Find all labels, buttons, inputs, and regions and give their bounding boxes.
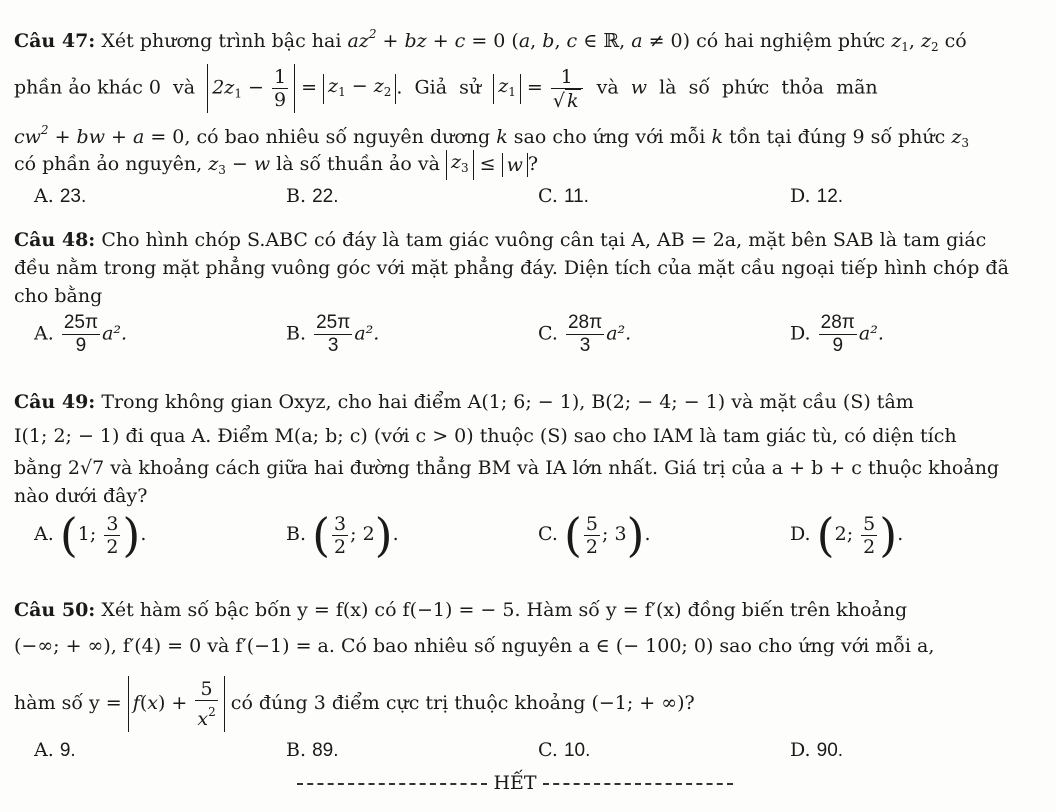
q48-line2: đều nằm trong mặt phẳng vuông góc với mặt phẳng đáy. Diện tích của mặt cầu ngoại tiếp hình chóp đã: [14, 257, 1009, 279]
q47-line4: có phần ảo nguyên, $z_3 - w$ là số thuần ảo và $z_3 \le w$ ?: [14, 150, 538, 182]
q49-line2: I(1; 2; − 1) đi qua A. Điểm M(a; b; c) (với c > 0) thuộc (S) sao cho IAM là tam giác tù, có diện tích: [14, 425, 957, 447]
q48-option-d[interactable]: D. $\frac{28\pi}{9}$ a².: [790, 312, 884, 356]
q50-option-a[interactable]: A. 9.: [34, 739, 76, 761]
q47-line3: $cw^2$ + bw + a = 0, có bao nhiêu số nguyên dương k sao cho ứng với mỗi k tồn tại đúng 9 số phức $z_3$: [14, 123, 969, 150]
q47-line2: phần ảo khác 0 và $2z_1$ − $\frac{1}{9}$ = $z_1 - z_2$ . Giả sử $z_1$ = $\frac{1}{√ k}$ và w là số phức thỏa mãn: [14, 65, 878, 112]
q49-line3: bằng 2√7 và khoảng cách giữa hai đường thẳng BM và IA lớn nhất. Giá trị của a + b + c thuộc khoảng: [14, 457, 1000, 479]
q48-line1: Câu 48: Cho hình chóp S.ABC có đáy là tam giác vuông cân tại A, AB = 2a, mặt bên SAB là tam giác: [14, 229, 987, 251]
q48-option-a[interactable]: A. $\frac{25\pi}{9}$ a².: [34, 312, 128, 356]
q48-label: Câu 48:: [14, 229, 96, 251]
q50-option-d[interactable]: D. 90.: [790, 739, 844, 761]
q49-label: Câu 49:: [14, 391, 96, 413]
q49-line1: Câu 49: Trong không gian Oxyz, cho hai điểm A(1; 6; − 1), B(2; − 4; − 1) và mặt cầu (S) tâm: [14, 391, 914, 413]
q49-option-b[interactable]: B. ( $\frac{3}{2}$ ; 2).: [286, 508, 399, 562]
q50-line2: (−∞; + ∞), f′(4) = 0 và f′(−1) = a. Có bao nhiêu số nguyên a ∈ (− 100; 0) sao cho ứng với mỗi a,: [14, 635, 935, 657]
q48-option-c[interactable]: C. $\frac{28\pi}{3}$ a².: [538, 312, 632, 356]
q47-option-c[interactable]: C. 11.: [538, 185, 589, 207]
abs-expression: f(x) + $\frac{5}{x^2}$: [128, 676, 225, 732]
q49-option-c[interactable]: C. ( $\frac{5}{2}$ ; 3).: [538, 508, 651, 562]
end-marker: [290, 772, 740, 794]
q47-option-b[interactable]: B. 22.: [286, 185, 339, 207]
q48-line3: cho bằng: [14, 285, 103, 307]
q50-line1: Câu 50: Xét hàm số bậc bốn y = f(x) có f(−1) = − 5. Hàm số y = f′(x) đồng biến trên khoảng: [14, 599, 908, 621]
q47-line1: Câu 47: Xét phương trình bậc hai $az^2$ + bz + c = 0 (a, b, c ∈ ℝ, a ≠ 0) có hai nghiệm phức $z_1$, $z_2$ có: [14, 27, 967, 54]
q49-option-d[interactable]: D. (2; $\frac{5}{2}$ ).: [790, 508, 904, 562]
q50-option-b[interactable]: B. 89.: [286, 739, 339, 761]
q50-option-c[interactable]: C. 10.: [538, 739, 591, 761]
q50-label: Câu 50:: [14, 599, 96, 621]
divider-right: [543, 783, 733, 785]
q47-label: Câu 47:: [14, 30, 96, 52]
q50-line3: hàm số y = f(x) + $\frac{5}{x^2}$ có đúng 3 điểm cực trị thuộc khoảng (−1; + ∞)?: [14, 678, 695, 730]
end-text: HẾT: [493, 772, 537, 794]
q47-option-a[interactable]: A. 23.: [34, 185, 87, 207]
divider-left: [297, 783, 487, 785]
q47-option-d[interactable]: D. 12.: [790, 185, 844, 207]
q48-option-b[interactable]: B. $\frac{25\pi}{3}$ a².: [286, 312, 380, 356]
q49-line4: nào dưới đây?: [14, 485, 148, 507]
q49-option-a[interactable]: A. (1; $\frac{3}{2}$ ).: [34, 508, 147, 562]
